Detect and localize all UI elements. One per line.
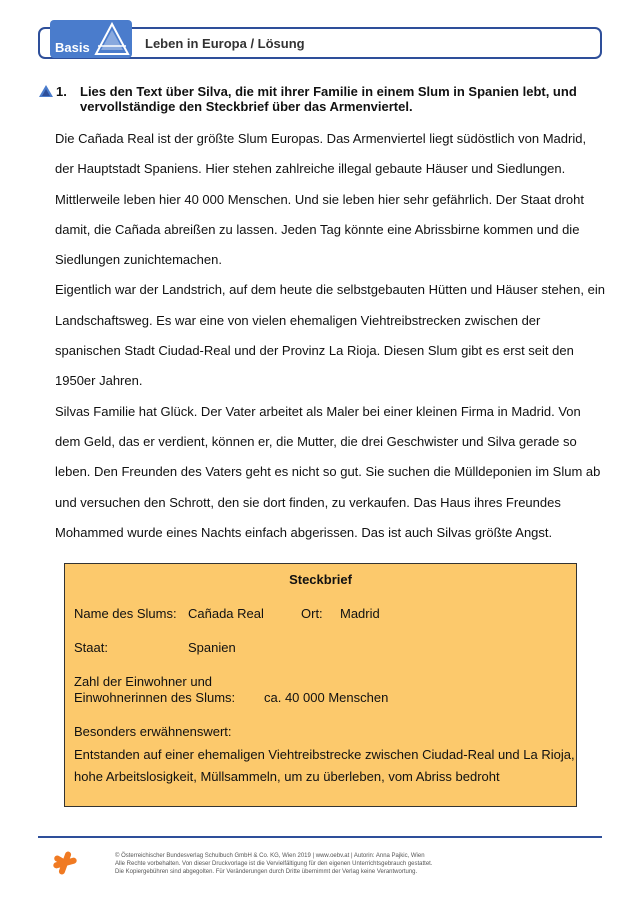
location-value: Madrid: [340, 606, 380, 621]
copyright-line: © Österreichischer Bundesverlag Schulbuch GmbH & Co. KG, Wien 2019 | www.oebv.at | Autorin: Anna Pajkic, Wien: [115, 853, 425, 859]
text-line: dem Geld, das er verdient, können er, die Mutter, die drei Geschwister und Silva gerade so: [55, 433, 577, 449]
publisher-logo-icon: [52, 850, 78, 876]
notable-label: Besonders erwähnenswert:: [74, 724, 232, 739]
population-value: ca. 40 000 Menschen: [264, 690, 389, 705]
country-value: Spanien: [188, 640, 236, 655]
country-label: Staat:: [74, 640, 108, 655]
level-triangle-icon: [38, 84, 54, 98]
text-line: Landschaftsweg. Es war eine von vielen ehemaligen Viehtreibstrecken zwischen der: [55, 312, 541, 328]
slum-name-value: Cañada Real: [188, 606, 264, 621]
population-label-2: Einwohnerinnen des Slums:: [74, 690, 236, 705]
copyright-line: Alle Rechte vorbehalten. Von dieser Druckvorlage ist die Vervielfältigung für den eigenen Unterrichtsgebrauch gestattet.: [115, 861, 433, 867]
level-badge: [50, 20, 132, 58]
triangle-logo-icon: [94, 22, 130, 56]
text-line: spanischen Stadt Ciudad-Real und der Provinz La Rioja. Diesen Slum gibt es erst seit den: [55, 343, 574, 359]
text-line: damit, die Cañada abreißen zu lassen. Jeden Tag könnte eine Abrissbirne kommen und die: [55, 221, 580, 237]
task-number: 1.: [56, 84, 67, 99]
text-line: Mohammed wurde eines Nachts einfach abgerissen. Das ist auch Silvas größte Angst.: [55, 524, 553, 540]
profile-box: [64, 563, 577, 807]
text-line: Die Cañada Real ist der größte Slum Europas. Das Armenviertel liegt südöstlich von Madrid,: [55, 131, 587, 146]
text-line: 1950er Jahren.: [55, 373, 143, 389]
slum-name-label: Name des Slums:: [74, 606, 177, 621]
level-badge-label: Basis: [55, 40, 90, 55]
notable-value-line-2: hohe Arbeitslosigkeit, Müllsammeln, um zu überleben, vom Abriss bedroht: [74, 769, 500, 784]
copyright-notice: [115, 852, 515, 876]
task-line-1: Lies den Text über Silva, die mit ihrer Familie in einem Slum in Spanien lebt, und: [80, 84, 577, 99]
page-title: Leben in Europa / Lösung: [145, 36, 305, 51]
copyright-line: Die Kopiergebühren sind abgegolten. Für Veränderungen durch Dritte übernimmt der Verlag keine Verantwortung.: [115, 869, 418, 875]
text-line: Siedlungen zunichtemachen.: [55, 252, 222, 268]
text-line: Mittlerweile leben hier 40 000 Menschen. Und sie leben hier sehr gefährlich. Der Staat droht: [55, 191, 584, 207]
footer-divider: [38, 836, 602, 838]
location-label: Ort:: [301, 606, 323, 621]
task-line-2: vervollständige den Steckbrief über das Armenviertel.: [80, 99, 413, 114]
population-label-1: Zahl der Einwohner und: [74, 674, 213, 689]
task-instruction: [80, 84, 600, 114]
text-line: und versuchen den Schrott, den sie dort finden, zu verkaufen. Das Haus ihres Freundes: [55, 494, 561, 510]
text-line: Silvas Familie hat Glück. Der Vater arbeitet als Maler bei einer kleinen Firma in Madrid. Von: [55, 403, 581, 419]
reading-text: [55, 124, 615, 548]
notable-value-line-1: Entstanden auf einer ehemaligen Viehtreibstrecke zwischen Ciudad-Real und La Rioja,: [74, 747, 575, 762]
profile-title: Steckbrief: [289, 572, 352, 587]
text-line: Eigentlich war der Landstrich, auf dem heute die selbstgebauten Hütten und Häuser stehen, ein: [55, 282, 605, 298]
text-line: der Hauptstadt Spaniens. Hier stehen zahlreiche illegal gebaute Häuser und Siedlungen.: [55, 161, 566, 177]
text-line: leben. Den Freunden des Vaters geht es nicht so gut. Sie suchen die Mülldeponien im Slum ab: [55, 464, 601, 480]
